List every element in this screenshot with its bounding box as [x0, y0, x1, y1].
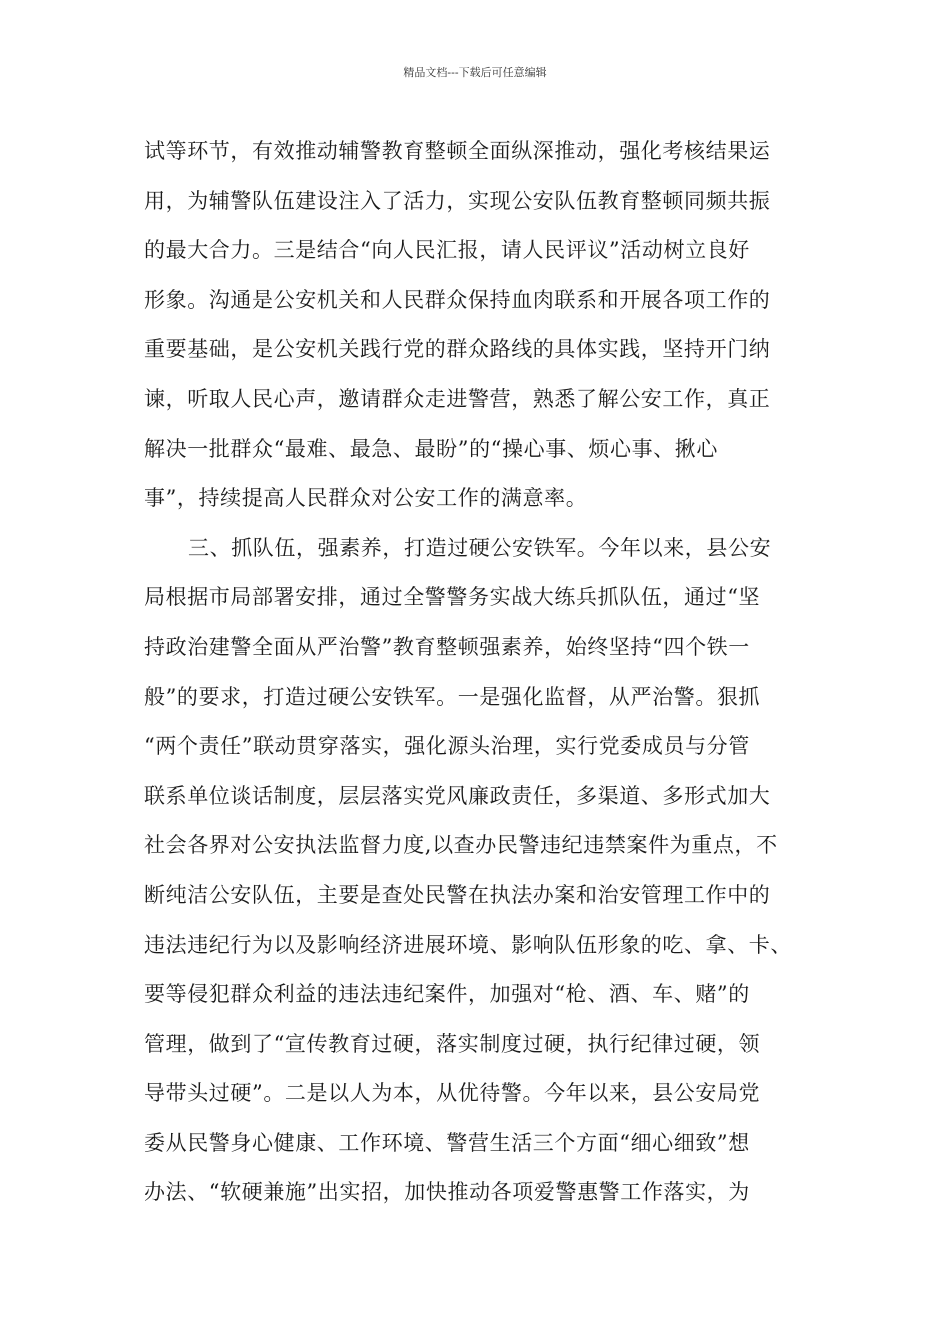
- text-line: 办法、“软硬兼施”出实招，加快推动各项爱警惠警工作落实，为: [144, 1180, 750, 1205]
- text-line: 解决一批群众“最难、最急、最盼”的“操心事、烦心事、揪心: [144, 436, 719, 461]
- text-line: 事”，持续提高人民群众对公安工作的满意率。: [144, 486, 588, 511]
- text-line: 断纯洁公安队伍，主要是查处民警在执法办案和治安管理工作中的: [144, 882, 771, 907]
- text-line: 联系单位谈话制度，层层落实党风廉政责任，多渠道、多形式加大: [144, 783, 771, 808]
- text-line: 要等侵犯群众利益的违法违纪案件，加强对“枪、酒、车、赌”的: [144, 982, 750, 1007]
- page-header: 精品文档---下载后可任意编辑: [403, 66, 547, 79]
- text-line: 般”的要求，打造过硬公安铁军。一是强化监督，从严治警。狠抓: [144, 684, 761, 709]
- text-line: 形象。沟通是公安机关和人民群众保持血肉联系和开展各项工作的: [144, 287, 771, 312]
- text-line: 违法违纪行为以及影响经济进展环境、影响队伍形象的吃、拿、卡、: [144, 932, 792, 957]
- text-line: 的最大合力。三是结合“向人民汇报，请人民评议”活动树立良好: [144, 238, 750, 263]
- text-line: 重要基础，是公安机关践行党的群众路线的具体实践，坚持开门纳: [144, 337, 771, 362]
- text-line: 用，为辅警队伍建设注入了活力，实现公安队伍教育整顿同频共振: [144, 188, 771, 213]
- text-line: 管理，做到了“宣传教育过硬，落实制度过硬，执行纪律过硬，领: [144, 1031, 761, 1056]
- text-line: “两个责任”联动贯穿落实，强化源头治理，实行党委成员与分管: [144, 734, 750, 759]
- paragraph-start-line: 三、抓队伍，强素养，打造过硬公安铁军。今年以来，县公安: [188, 535, 772, 560]
- text-line: 谏，听取人民心声，邀请群众走进警营，熟悉了解公安工作，真正: [144, 386, 771, 411]
- text-line: 持政治建警全面从严治警”教育整顿强素养，始终坚持“四个铁一: [144, 634, 750, 659]
- text-line: 局根据市局部署安排，通过全警警务实战大练兵抓队伍，通过“坚: [144, 585, 761, 610]
- text-line: 委从民警身心健康、工作环境、警营生活三个方面“细心细致”想: [144, 1130, 750, 1155]
- text-line: 试等环节，有效推动辅警教育整顿全面纵深推动，强化考核结果运: [144, 139, 771, 163]
- text-line: 导带头过硬”。二是以人为本，从优待警。今年以来，县公安局党: [144, 1081, 761, 1106]
- body-text: [144, 127, 824, 1218]
- text-line: 社会各界对公安执法监督力度,以查办民警违纪违禁案件为重点，不: [144, 833, 778, 858]
